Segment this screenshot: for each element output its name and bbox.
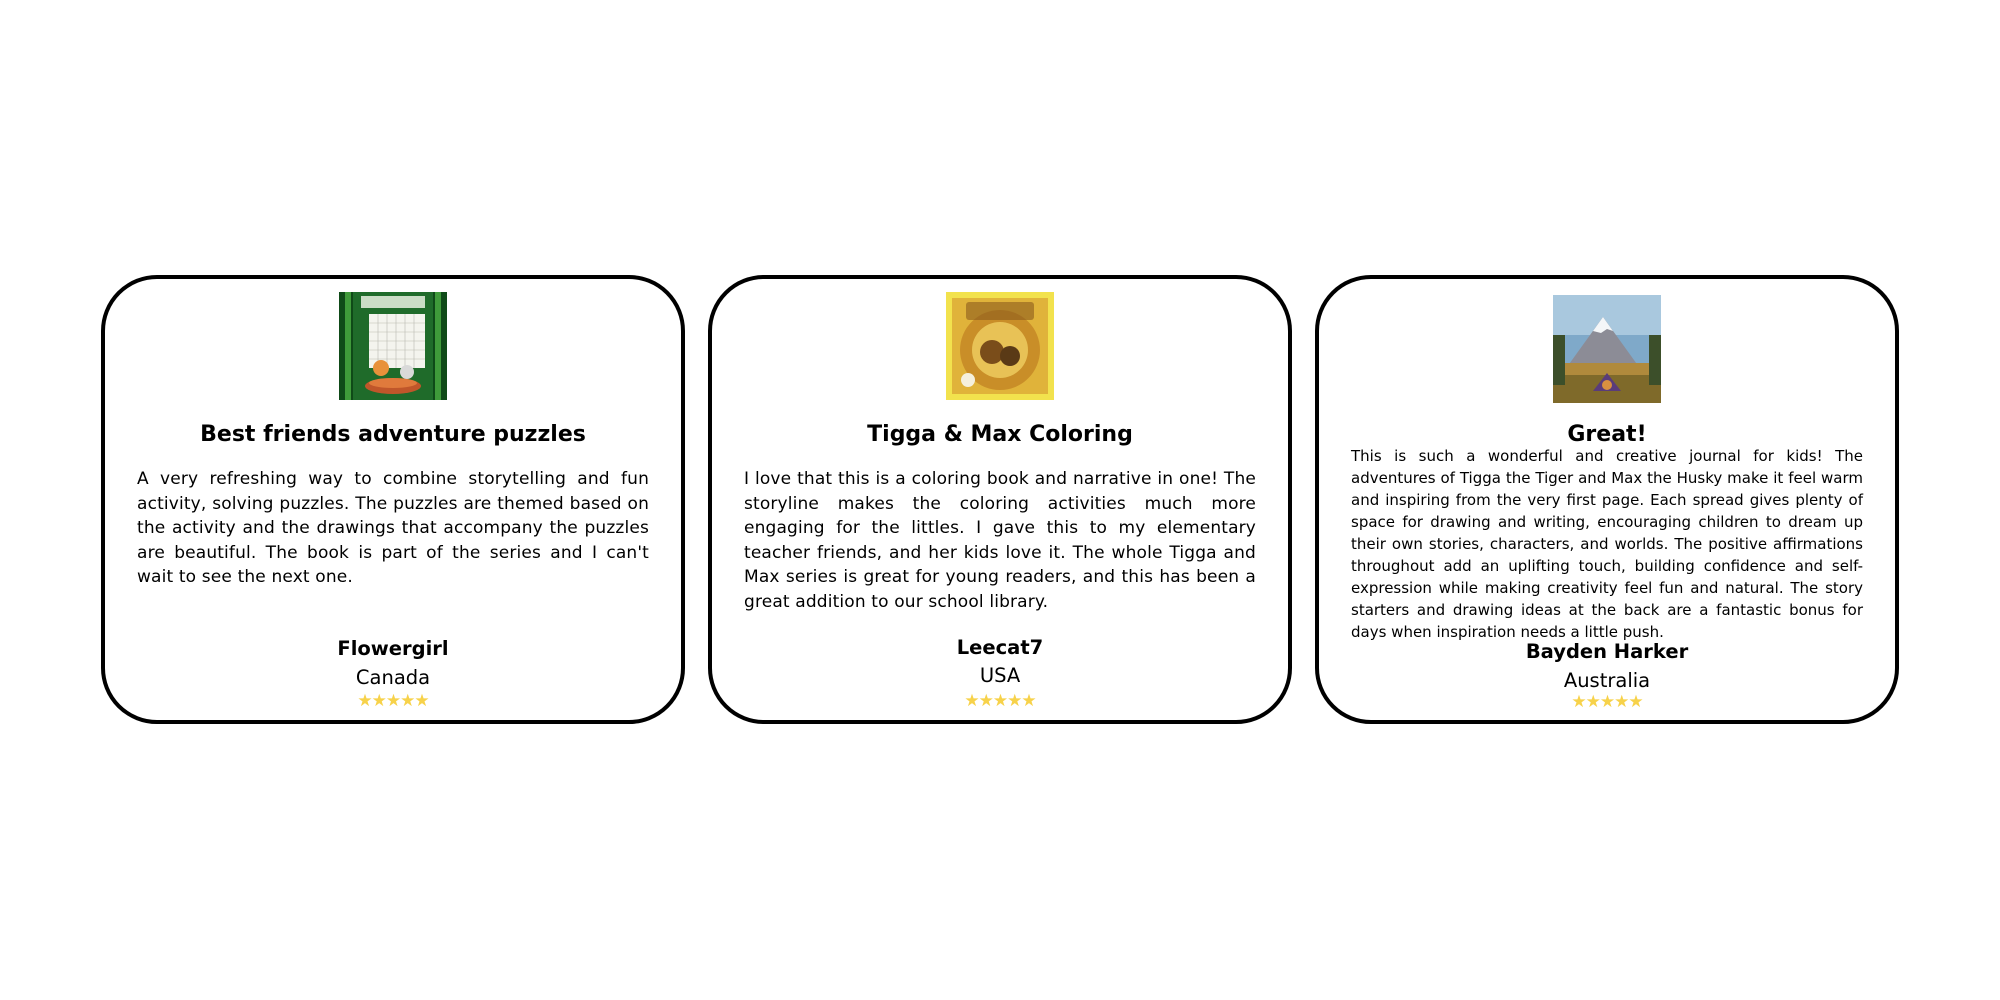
star-rating: ★★★★★ [1571, 692, 1643, 712]
review-card [101, 275, 685, 724]
reviewer-name: Bayden Harker [1525, 640, 1689, 663]
reviewer-name: Leecat7 [956, 636, 1044, 659]
book-cover-coloring-icon [946, 292, 1054, 400]
reviewer-country: USA [979, 664, 1021, 687]
reviewer-country: Canada [355, 666, 431, 689]
star-rating: ★★★★★ [964, 691, 1036, 711]
review-body: A very refreshing way to combine storytelling and fun activity, solving puzzles. The puzzles are themed based on the activity and the drawings that accompany the puzzles are beautiful. The book is part of the series and I can't wait to see the next one. [137, 469, 649, 588]
review-title: Best friends adventure puzzles [200, 422, 586, 447]
review-card [1315, 275, 1899, 724]
book-cover-journal-icon [1553, 295, 1661, 403]
reviewer-name: Flowergirl [337, 637, 449, 660]
review-title: Great! [1567, 422, 1647, 447]
book-cover-puzzles-icon [339, 292, 447, 400]
review-body: I love that this is a coloring book and narrative in one! The storyline makes the coloring activities much more engaging for the littles. I gave this to my elementary teacher friends, and her kids love it. The whole Tigga and Max series is great for young readers, and this has been a great addition to our school library. [744, 469, 1256, 612]
reviewer-country: Australia [1563, 669, 1651, 692]
review-title: Tigga & Max Coloring [867, 422, 1133, 447]
review-body: This is such a wonderful and creative journal for kids! The adventures of Tigga the Tiger and Max the Husky make it feel warm and inspiring from the very first page. Each spread gives plenty of space for drawing and writing, encouraging children to dream up their own stories, characters, and worlds. The positive affirmations throughout add an uplifting touch, building confidence and self-expression while making creativity feel fun and natural. The story starters and drawing ideas at the back are a fantastic bonus for days when inspiration needs a little push. [1351, 447, 1863, 641]
star-rating: ★★★★★ [357, 691, 429, 711]
review-card [708, 275, 1292, 724]
